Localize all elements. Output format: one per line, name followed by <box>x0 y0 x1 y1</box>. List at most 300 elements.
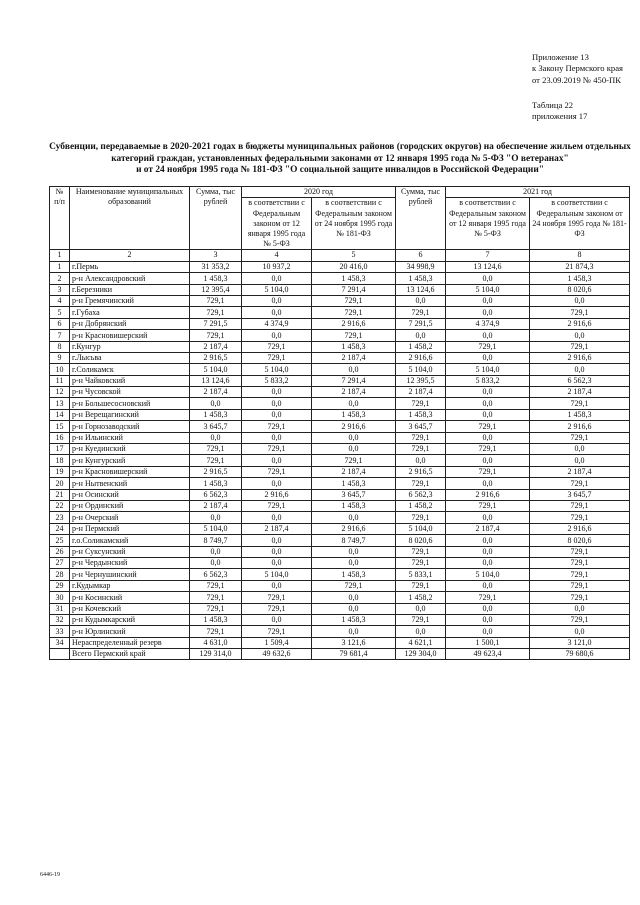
amount-cell: 729,1 <box>446 341 530 352</box>
header-name: Наименование муниципальных образований <box>70 187 190 250</box>
amount-cell: 2 916,6 <box>530 523 630 534</box>
table-note-line-2: приложения 17 <box>532 111 588 122</box>
amount-cell: 3 645,7 <box>312 489 396 500</box>
header-2021-law181: в соответствии с Федеральным законом от 24 ноября 1995 года № 181-ФЗ <box>530 198 630 250</box>
amount-cell: 1 458,3 <box>190 273 242 284</box>
amount-cell: 20 416,0 <box>312 261 396 272</box>
amount-cell: 729,1 <box>396 478 446 489</box>
amount-cell: 5 104,0 <box>242 569 312 580</box>
amount-cell: 729,1 <box>190 455 242 466</box>
amount-cell: 2 187,4 <box>242 523 312 534</box>
amount-cell: 0,0 <box>446 580 530 591</box>
amount-cell: 2 187,4 <box>190 501 242 512</box>
municipality-name: р-н Большесосновский <box>70 398 190 409</box>
amount-cell: 0,0 <box>446 330 530 341</box>
amount-cell: 729,1 <box>242 501 312 512</box>
amount-cell: 0,0 <box>242 307 312 318</box>
amount-cell: 5 833,2 <box>242 375 312 386</box>
municipality-name: р-н Красновишерский <box>70 330 190 341</box>
header-2020-law181: в соответствии с Федеральным законом от 24 ноября 1995 года № 181-ФЗ <box>312 198 396 250</box>
table-row <box>50 352 630 363</box>
amount-cell: 729,1 <box>242 592 312 603</box>
amount-cell: 0,0 <box>242 478 312 489</box>
municipality-name: р-н Александровский <box>70 273 190 284</box>
amount-cell: 2 187,4 <box>312 466 396 477</box>
amount-cell: 729,1 <box>312 580 396 591</box>
municipality-name: р-н Косинский <box>70 592 190 603</box>
table-row <box>50 614 630 625</box>
table-row <box>50 455 630 466</box>
amount-cell: 5 104,0 <box>446 569 530 580</box>
amount-cell: 729,1 <box>190 592 242 603</box>
amount-cell: 2 187,4 <box>396 387 446 398</box>
amount-cell: 0,0 <box>312 557 396 568</box>
amount-cell: 729,1 <box>190 444 242 455</box>
header-2021-law5: в соответствии с Федеральным законом от 12 января 1995 года № 5-ФЗ <box>446 198 530 250</box>
header-num: № п/п <box>50 187 70 250</box>
row-number: 7 <box>50 330 70 341</box>
row-number: 26 <box>50 546 70 557</box>
amount-cell: 729,1 <box>530 398 630 409</box>
table-row <box>50 375 630 386</box>
amount-cell: 0,0 <box>446 614 530 625</box>
amount-cell: 0,0 <box>396 295 446 306</box>
amount-cell: 8 020,6 <box>530 284 630 295</box>
amount-cell: 5 104,0 <box>396 523 446 534</box>
amount-cell: 13 124,6 <box>396 284 446 295</box>
table-row <box>50 444 630 455</box>
appendix-line-3: от 23.09.2019 № 450-ПК <box>532 74 621 85</box>
amount-cell: 3 645,7 <box>396 421 446 432</box>
amount-cell: 729,1 <box>190 626 242 637</box>
amount-cell: 0,0 <box>446 546 530 557</box>
amount-cell: 729,1 <box>312 295 396 306</box>
table-row <box>50 398 630 409</box>
amount-cell: 0,0 <box>530 364 630 375</box>
municipality-name: г.о.Соликамский <box>70 535 190 546</box>
table-row <box>50 432 630 443</box>
amount-cell: 5 833,2 <box>446 375 530 386</box>
amount-cell: 3 121,0 <box>530 637 630 648</box>
amount-cell: 5 104,0 <box>190 364 242 375</box>
table-row <box>50 512 630 523</box>
amount-cell: 729,1 <box>530 580 630 591</box>
table-row <box>50 341 630 352</box>
amount-cell: 729,1 <box>396 307 446 318</box>
amount-cell: 0,0 <box>530 455 630 466</box>
amount-cell: 1 458,3 <box>312 273 396 284</box>
amount-cell: 729,1 <box>190 330 242 341</box>
amount-cell: 0,0 <box>190 398 242 409</box>
amount-cell: 0,0 <box>446 478 530 489</box>
municipality-name: р-н Юрлинский <box>70 626 190 637</box>
amount-cell: 2 187,4 <box>190 341 242 352</box>
amount-cell: 729,1 <box>530 546 630 557</box>
subventions-table <box>49 186 630 660</box>
row-number: 19 <box>50 466 70 477</box>
colnum: 3 <box>190 250 242 261</box>
row-number: 32 <box>50 614 70 625</box>
row-number: 13 <box>50 398 70 409</box>
table-row <box>50 501 630 512</box>
row-number: 31 <box>50 603 70 614</box>
amount-cell: 0,0 <box>312 512 396 523</box>
table-row <box>50 637 630 648</box>
amount-cell: 729,1 <box>312 455 396 466</box>
amount-cell: 0,0 <box>312 432 396 443</box>
amount-cell: 729,1 <box>446 466 530 477</box>
amount-cell: 729,1 <box>242 626 312 637</box>
amount-cell: 1 458,3 <box>312 341 396 352</box>
municipality-name: р-н Осинский <box>70 489 190 500</box>
amount-cell: 2 916,6 <box>312 421 396 432</box>
amount-cell: 729,1 <box>446 444 530 455</box>
header-sum-2020: Сумма, тыс рублей <box>190 187 242 250</box>
table-row <box>50 364 630 375</box>
amount-cell: 3 121,6 <box>312 637 396 648</box>
amount-cell: 13 124,6 <box>446 261 530 272</box>
row-number: 20 <box>50 478 70 489</box>
amount-cell: 0,0 <box>446 603 530 614</box>
amount-cell: 729,1 <box>530 569 630 580</box>
amount-cell: 729,1 <box>530 341 630 352</box>
amount-cell: 729,1 <box>190 295 242 306</box>
municipality-name: Нераспределенный резерв <box>70 637 190 648</box>
table-row <box>50 387 630 398</box>
appendix-note <box>532 52 623 86</box>
amount-cell: 2 187,4 <box>530 466 630 477</box>
amount-cell: 2 187,4 <box>190 387 242 398</box>
amount-cell: 8 020,6 <box>396 535 446 546</box>
table-row <box>50 478 630 489</box>
amount-cell: 729,1 <box>242 444 312 455</box>
amount-cell: 2 187,4 <box>446 523 530 534</box>
amount-cell: 0,0 <box>242 295 312 306</box>
amount-cell: 1 458,3 <box>312 614 396 625</box>
row-number: 11 <box>50 375 70 386</box>
amount-cell: 12 395,5 <box>396 375 446 386</box>
table-row <box>50 535 630 546</box>
amount-cell: 2 916,6 <box>530 318 630 329</box>
row-number: 33 <box>50 626 70 637</box>
municipality-name: р-н Пермский <box>70 523 190 534</box>
table-row <box>50 318 630 329</box>
colnum: 2 <box>70 250 190 261</box>
municipality-name: р-н Кудымкарский <box>70 614 190 625</box>
amount-cell: 729,1 <box>396 432 446 443</box>
amount-cell: 8 749,7 <box>190 535 242 546</box>
amount-cell: 0,0 <box>446 273 530 284</box>
amount-cell: 6 562,3 <box>530 375 630 386</box>
amount-cell: 0,0 <box>530 444 630 455</box>
amount-cell: 2 187,4 <box>312 387 396 398</box>
municipality-name: г.Березники <box>70 284 190 295</box>
amount-cell: 0,0 <box>446 307 530 318</box>
municipality-name: р-н Ильинский <box>70 432 190 443</box>
row-number: 4 <box>50 295 70 306</box>
amount-cell: 729,1 <box>190 307 242 318</box>
row-number: 34 <box>50 637 70 648</box>
amount-cell: 1 458,3 <box>190 478 242 489</box>
amount-cell: 1 458,3 <box>396 273 446 284</box>
municipality-name: г.Соликамск <box>70 364 190 375</box>
amount-cell: 1 458,3 <box>530 273 630 284</box>
row-number: 9 <box>50 352 70 363</box>
row-number <box>50 649 70 660</box>
amount-cell: 729,1 <box>446 501 530 512</box>
amount-cell: 0,0 <box>396 330 446 341</box>
amount-cell: 729,1 <box>530 501 630 512</box>
amount-cell: 729,1 <box>190 580 242 591</box>
amount-cell: 1 458,3 <box>190 409 242 420</box>
municipality-name: р-н Кочевский <box>70 603 190 614</box>
amount-cell: 8 020,6 <box>530 535 630 546</box>
amount-cell: 0,0 <box>312 626 396 637</box>
amount-cell: 79 680,6 <box>530 649 630 660</box>
row-number: 16 <box>50 432 70 443</box>
amount-cell: 0,0 <box>312 444 396 455</box>
row-number: 5 <box>50 307 70 318</box>
amount-cell: 0,0 <box>446 387 530 398</box>
amount-cell: 31 353,2 <box>190 261 242 272</box>
amount-cell: 1 458,3 <box>190 614 242 625</box>
amount-cell: 49 632,6 <box>242 649 312 660</box>
table-row <box>50 330 630 341</box>
amount-cell: 729,1 <box>396 580 446 591</box>
amount-cell: 0,0 <box>446 626 530 637</box>
table-row <box>50 557 630 568</box>
amount-cell: 4 621,1 <box>396 637 446 648</box>
amount-cell: 34 998,9 <box>396 261 446 272</box>
amount-cell: 0,0 <box>242 273 312 284</box>
amount-cell: 729,1 <box>530 592 630 603</box>
amount-cell: 129 314,0 <box>190 649 242 660</box>
row-number: 28 <box>50 569 70 580</box>
row-number: 30 <box>50 592 70 603</box>
municipality-name: р-н Горнозаводский <box>70 421 190 432</box>
row-number: 25 <box>50 535 70 546</box>
amount-cell: 0,0 <box>312 546 396 557</box>
municipality-name: р-н Нытвенский <box>70 478 190 489</box>
amount-cell: 0,0 <box>446 557 530 568</box>
amount-cell: 12 395,4 <box>190 284 242 295</box>
municipality-name: р-н Куединский <box>70 444 190 455</box>
amount-cell: 0,0 <box>190 512 242 523</box>
amount-cell: 729,1 <box>242 341 312 352</box>
appendix-line-1: Приложение 13 <box>532 52 589 62</box>
header-row-1 <box>50 187 630 198</box>
amount-cell: 0,0 <box>396 603 446 614</box>
amount-cell: 0,0 <box>242 387 312 398</box>
amount-cell: 729,1 <box>242 603 312 614</box>
amount-cell: 729,1 <box>396 614 446 625</box>
amount-cell: 729,1 <box>530 614 630 625</box>
table-row <box>50 421 630 432</box>
amount-cell: 2 187,4 <box>312 352 396 363</box>
amount-cell: 4 631,0 <box>190 637 242 648</box>
amount-cell: 729,1 <box>446 421 530 432</box>
amount-cell: 729,1 <box>530 432 630 443</box>
municipality-name: г.Кудымкар <box>70 580 190 591</box>
table-row <box>50 603 630 614</box>
header-2020-law5: в соответствии с Федеральным законом от 12 января 1995 года № 5-ФЗ <box>242 198 312 250</box>
amount-cell: 0,0 <box>446 352 530 363</box>
amount-cell: 2 916,6 <box>530 352 630 363</box>
header-sum-2021: Сумма, тыс рублей <box>396 187 446 250</box>
amount-cell: 0,0 <box>242 580 312 591</box>
row-number: 21 <box>50 489 70 500</box>
municipality-name: р-н Чайковский <box>70 375 190 386</box>
amount-cell: 7 291,5 <box>190 318 242 329</box>
amount-cell: 0,0 <box>190 557 242 568</box>
table-row <box>50 307 630 318</box>
title-line-1: Субвенции, передаваемые в 2020-2021 годах в бюджеты муниципальных районов (городских округов) на обеспечение жильем отдельных <box>49 142 631 152</box>
municipality-name: г.Пермь <box>70 261 190 272</box>
table-row <box>50 261 630 272</box>
table-row <box>50 489 630 500</box>
amount-cell: 5 104,0 <box>396 364 446 375</box>
municipality-name: р-н Красновишерский <box>70 466 190 477</box>
municipality-name: р-н Гремячинский <box>70 295 190 306</box>
colnum: 5 <box>312 250 396 261</box>
amount-cell: 2 916,5 <box>190 466 242 477</box>
colnum: 1 <box>50 250 70 261</box>
amount-cell: 0,0 <box>312 592 396 603</box>
row-number: 27 <box>50 557 70 568</box>
row-number: 15 <box>50 421 70 432</box>
amount-cell: 2 916,6 <box>396 352 446 363</box>
amount-cell: 2 916,6 <box>312 523 396 534</box>
table-row <box>50 580 630 591</box>
amount-cell: 1 458,3 <box>312 501 396 512</box>
table-row <box>50 626 630 637</box>
title-line-3: и от 24 ноября 1995 года № 181-ФЗ "О социальной защите инвалидов в Российской Федерации" <box>136 165 544 176</box>
row-number: 8 <box>50 341 70 352</box>
amount-cell: 0,0 <box>242 546 312 557</box>
amount-cell: 49 623,4 <box>446 649 530 660</box>
amount-cell: 0,0 <box>530 295 630 306</box>
municipality-name: р-н Чусовской <box>70 387 190 398</box>
amount-cell: 729,1 <box>242 466 312 477</box>
table-row <box>50 523 630 534</box>
appendix-line-2: к Закону Пермского края <box>532 63 623 74</box>
amount-cell: 6 562,3 <box>190 569 242 580</box>
amount-cell: 0,0 <box>190 432 242 443</box>
table-row <box>50 546 630 557</box>
table-row <box>50 295 630 306</box>
table-body <box>50 261 630 660</box>
amount-cell: 5 104,0 <box>190 523 242 534</box>
amount-cell: 1 458,3 <box>530 409 630 420</box>
table-row <box>50 409 630 420</box>
table-row <box>50 284 630 295</box>
amount-cell: 129 304,0 <box>396 649 446 660</box>
amount-cell: 0,0 <box>446 455 530 466</box>
amount-cell: 1 458,2 <box>396 592 446 603</box>
municipality-name: г.Губаха <box>70 307 190 318</box>
amount-cell: 1 509,4 <box>242 637 312 648</box>
amount-cell: 0,0 <box>446 398 530 409</box>
amount-cell: 0,0 <box>396 626 446 637</box>
colnum: 8 <box>530 250 630 261</box>
table-note <box>532 100 587 123</box>
title-line-2: категорий граждан, установленных федеральными законами от 12 января 1995 года № 5-ФЗ "О ветеранах" <box>111 153 569 164</box>
colnum: 7 <box>446 250 530 261</box>
amount-cell: 7 291,4 <box>312 375 396 386</box>
amount-cell: 729,1 <box>396 512 446 523</box>
amount-cell: 729,1 <box>312 330 396 341</box>
row-number: 2 <box>50 273 70 284</box>
amount-cell: 1 458,3 <box>312 478 396 489</box>
amount-cell: 4 374,9 <box>446 318 530 329</box>
amount-cell: 0,0 <box>242 455 312 466</box>
row-number: 14 <box>50 409 70 420</box>
amount-cell: 729,1 <box>190 603 242 614</box>
amount-cell: 5 104,0 <box>446 364 530 375</box>
amount-cell: 729,1 <box>312 307 396 318</box>
header-year-2020: 2020 год <box>242 187 396 198</box>
municipality-name: г.Кунгур <box>70 341 190 352</box>
municipality-name: Всего Пермский край <box>70 649 190 660</box>
colnum: 6 <box>396 250 446 261</box>
colnum: 4 <box>242 250 312 261</box>
amount-cell: 0,0 <box>242 432 312 443</box>
amount-cell: 0,0 <box>312 603 396 614</box>
municipality-name: р-н Суксунский <box>70 546 190 557</box>
amount-cell: 0,0 <box>530 626 630 637</box>
amount-cell: 0,0 <box>242 398 312 409</box>
amount-cell: 6 562,3 <box>396 489 446 500</box>
table-row <box>50 592 630 603</box>
row-number: 24 <box>50 523 70 534</box>
amount-cell: 0,0 <box>242 330 312 341</box>
table-row <box>50 649 630 660</box>
amount-cell: 729,1 <box>242 421 312 432</box>
amount-cell: 5 833,1 <box>396 569 446 580</box>
amount-cell: 2 916,6 <box>312 318 396 329</box>
municipality-name: р-н Верещагинский <box>70 409 190 420</box>
amount-cell: 4 374,9 <box>242 318 312 329</box>
amount-cell: 729,1 <box>530 557 630 568</box>
row-number: 23 <box>50 512 70 523</box>
column-number-row <box>50 250 630 261</box>
row-number: 17 <box>50 444 70 455</box>
amount-cell: 2 916,5 <box>190 352 242 363</box>
amount-cell: 1 458,3 <box>312 569 396 580</box>
amount-cell: 0,0 <box>530 330 630 341</box>
amount-cell: 729,1 <box>396 557 446 568</box>
row-number: 22 <box>50 501 70 512</box>
row-number: 29 <box>50 580 70 591</box>
amount-cell: 0,0 <box>242 614 312 625</box>
amount-cell: 0,0 <box>396 455 446 466</box>
amount-cell: 13 124,6 <box>190 375 242 386</box>
amount-cell: 729,1 <box>530 512 630 523</box>
amount-cell: 21 874,3 <box>530 261 630 272</box>
amount-cell: 0,0 <box>312 364 396 375</box>
amount-cell: 0,0 <box>446 409 530 420</box>
amount-cell: 729,1 <box>446 592 530 603</box>
municipality-name: р-н Ординский <box>70 501 190 512</box>
amount-cell: 3 645,7 <box>530 489 630 500</box>
amount-cell: 729,1 <box>396 444 446 455</box>
amount-cell: 2 187,4 <box>530 387 630 398</box>
amount-cell: 2 916,6 <box>242 489 312 500</box>
amount-cell: 1 500,1 <box>446 637 530 648</box>
table-row <box>50 273 630 284</box>
amount-cell: 5 104,0 <box>446 284 530 295</box>
amount-cell: 5 104,0 <box>242 364 312 375</box>
